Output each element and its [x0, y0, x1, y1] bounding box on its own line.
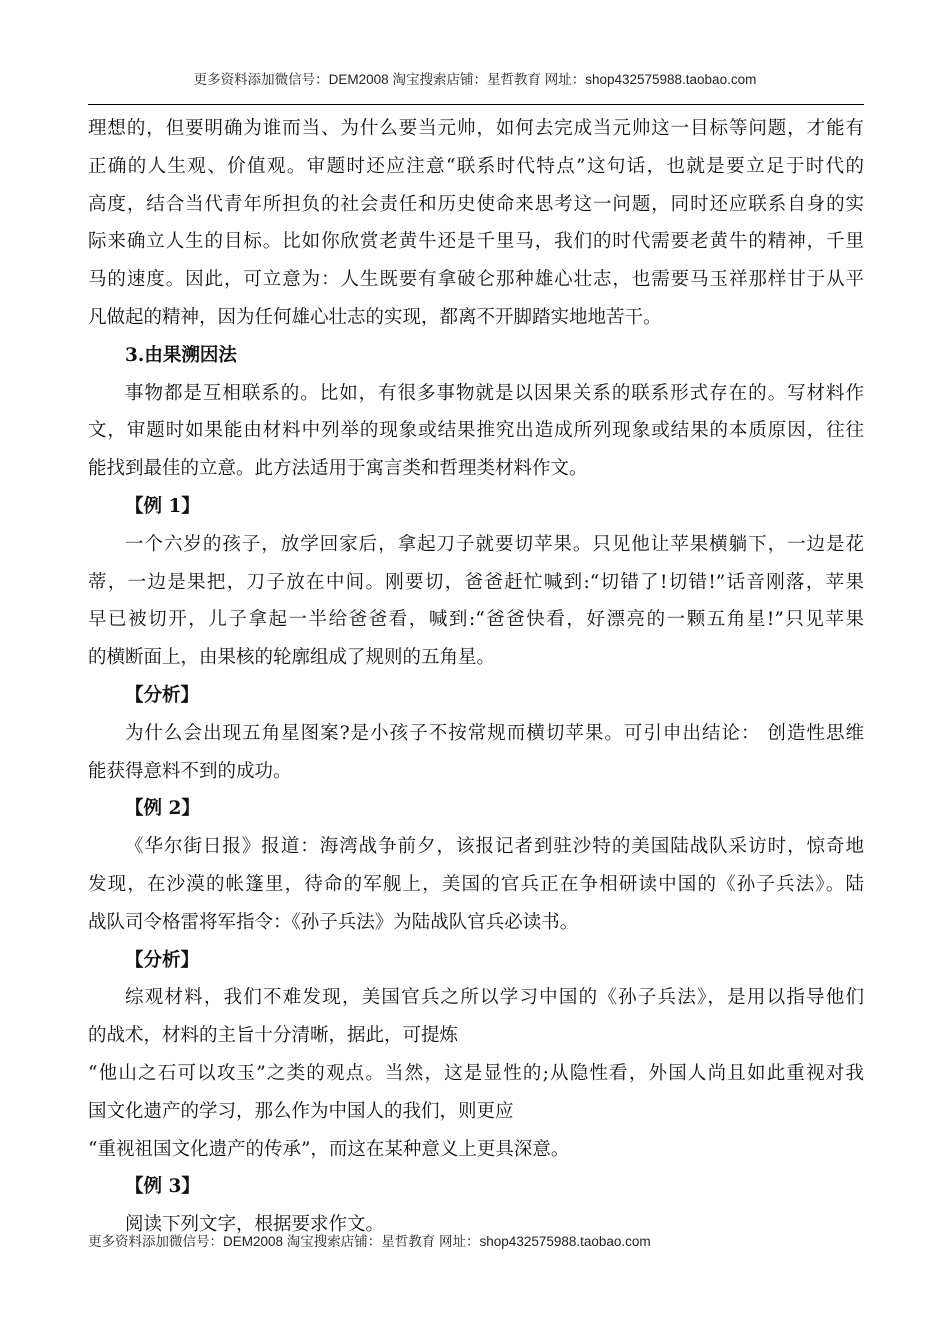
- page-footer: 更多资料添加微信号：DEM2008 淘宝搜索店铺：星哲教育 网址：shop432575988.taobao.com: [88, 1234, 651, 1249]
- paragraph-line: 际来确立人生的目标。比如你欣赏老黄牛还是千里马，我们的时代需要老黄牛的精神，千里: [88, 231, 864, 253]
- paragraph-line: 国文化遗产的学习，那么作为中国人的我们，则更应: [88, 1100, 514, 1122]
- paragraph-line: 早已被切开，儿子拿起一半给爸爸看，喊到:“爸爸快看，好漂亮的一颗五角星!”只见苹果: [88, 609, 864, 631]
- paragraph-line: 蒂，一边是果把，刀子放在中间。刚要切，爸爸赶忙喊到:“切错了!切错!”话音刚落，苹果: [88, 571, 864, 593]
- paragraph-line: 能找到最佳的立意。此方法适用于寓言类和哲理类材料作文。: [88, 458, 588, 480]
- page-header: 更多资料添加微信号：DEM2008 淘宝搜索店铺：星哲教育 网址：shop432575988.taobao.com: [193, 72, 757, 87]
- document-body: [88, 110, 864, 1244]
- paragraph-line: “重视祖国文化遗产的传承”，而这在某种意义上更具深意。: [88, 1138, 570, 1160]
- paragraph-line: 综观材料，我们不难发现，美国官兵之所以学习中国的《孙子兵法》，是用以指导他们: [125, 987, 864, 1009]
- section-heading: 3.由果溯因法: [125, 344, 237, 366]
- paragraph-line: 《华尔街日报》报道：海湾战争前夕，该报记者到驻沙特的美国陆战队采访时，惊奇地: [125, 836, 864, 858]
- example-heading: 【例 2】: [125, 798, 200, 820]
- paragraph-line: 战队司令格雷将军指令：《孙子兵法》为陆战队官兵必读书。: [88, 911, 579, 933]
- paragraph-line: 阅读下列文字，根据要求作文。: [125, 1214, 385, 1236]
- paragraph-line: 凡做起的精神，因为任何雄心壮志的实现，都离不开脚踏实地地苦干。: [88, 306, 662, 328]
- example-heading: 【例 1】: [125, 495, 200, 517]
- paragraph-line: 为什么会出现五角星图案?是小孩子不按常规而横切苹果。可引申出结论： 创造性思维: [125, 722, 864, 744]
- analysis-heading: 【分析】: [125, 949, 200, 971]
- paragraph-line: 文，审题时如果能由材料中列举的现象或结果推究出造成所列现象或结果的本质原因，往往: [88, 420, 864, 442]
- paragraph-line: 能获得意料不到的成功。: [88, 760, 292, 782]
- paragraph-line: “他山之石可以攻玉”之类的观点。当然，这是显性的;从隐性看，外国人尚且如此重视对我: [88, 1062, 864, 1084]
- paragraph-line: 一个六岁的孩子，放学回家后，拿起刀子就要切苹果。只见他让苹果横躺下，一边是花: [125, 533, 864, 555]
- paragraph-line: 正确的人生观、价值观。审题时还应注意“联系时代特点”这句话，也就是要立足于时代的: [88, 155, 864, 177]
- paragraph-line: 的战术，材料的主旨十分清晰，据此，可提炼: [88, 1025, 459, 1047]
- header-divider: [88, 104, 864, 105]
- paragraph-line: 理想的，但要明确为谁而当、为什么要当元帅，如何去完成当元帅这一目标等问题，才能有: [88, 118, 864, 139]
- example-heading: 【例 3】: [125, 1176, 200, 1198]
- paragraph-line: 发现，在沙漠的帐篷里，待命的军舰上，美国的官兵正在争相研读中国的《孙子兵法》。陆: [88, 873, 864, 895]
- paragraph-line: 的横断面上，由果核的轮廓组成了规则的五角星。: [88, 647, 496, 669]
- paragraph-line: 高度，结合当代青年所担负的社会责任和历史使命来思考这一问题，同时还应联系自身的实: [88, 193, 864, 215]
- paragraph-line: 马的速度。因此，可立意为：人生既要有拿破仑那种雄心壮志，也需要马玉祥那样甘于从平: [88, 269, 864, 291]
- analysis-heading: 【分析】: [125, 684, 200, 706]
- paragraph-line: 事物都是互相联系的。比如，有很多事物就是以因果关系的联系形式存在的。写材料作: [125, 382, 864, 404]
